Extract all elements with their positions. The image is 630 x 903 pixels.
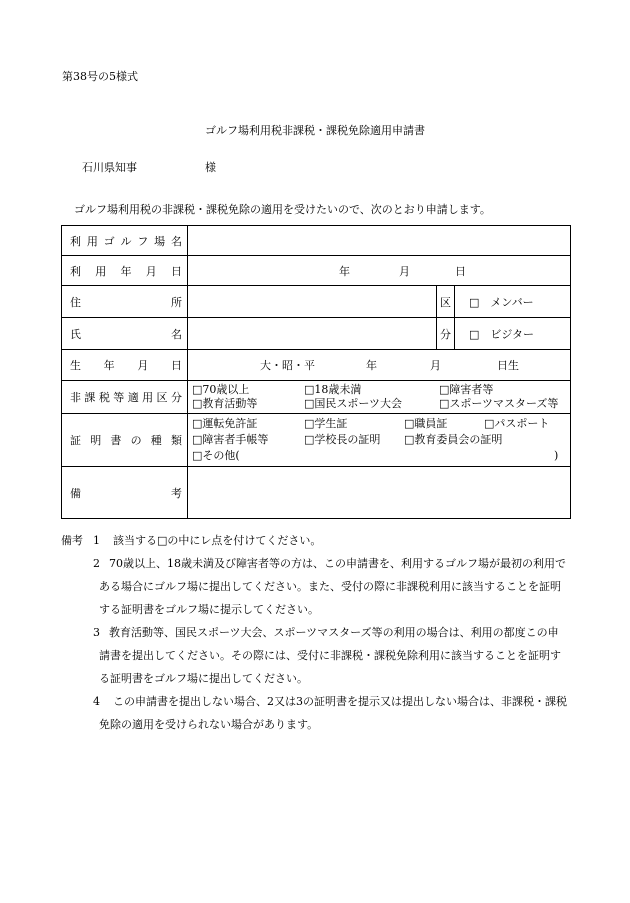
row-use-date: [62, 256, 571, 286]
note-4-line-1: この申請書を提出しない場合、2又は3の証明書を提示又は提出しない場合は、非課税・課税: [113, 695, 567, 708]
label-category-text: 非 課 税 等 適 用 区 分: [70, 391, 182, 404]
cert-disability-handbook[interactable]: □障害者手帳等: [192, 433, 269, 446]
golf-course-field[interactable]: [188, 226, 571, 256]
form-number: 第38号の5様式: [62, 70, 138, 83]
label-category: [62, 381, 188, 414]
category-national-sports[interactable]: □国民スポーツ大会: [304, 397, 402, 410]
row-name: [62, 318, 571, 350]
row-address: [62, 286, 571, 318]
row-certificate: [62, 414, 571, 467]
cert-board-of-education[interactable]: □教育委員会の証明: [404, 433, 503, 446]
notes-heading: 備考: [61, 534, 83, 547]
category-70plus[interactable]: □70歳以上: [192, 383, 250, 396]
cert-passport[interactable]: □パスポート: [484, 417, 550, 430]
label-birth: [62, 350, 188, 381]
note-4-line-2: 免除の適用を受けられない場合があります。: [99, 718, 319, 731]
label-use-date: [62, 256, 188, 286]
label-remarks-text: 備 考: [70, 486, 182, 500]
page-title: ゴルフ場利用税非課税・課税免除適用申請書: [205, 124, 425, 137]
birth-field[interactable]: [188, 350, 571, 381]
label-remarks: [62, 467, 188, 519]
cert-student-id[interactable]: □学生証: [304, 417, 348, 430]
cert-staff-id[interactable]: □職員証: [404, 417, 448, 430]
label-certificate: [62, 414, 188, 467]
category-disabled[interactable]: □障害者等: [439, 383, 494, 396]
row-remarks: [62, 467, 571, 519]
certificate-options: [188, 414, 571, 467]
cert-other[interactable]: □その他(: [192, 449, 240, 462]
cert-other-close: ): [554, 449, 559, 462]
use-date-field[interactable]: [188, 256, 571, 286]
note-3-line-2: 請書を提出してください。その際には、受付に非課税・課税免除利用に該当することを証明す: [99, 649, 561, 662]
application-table: [61, 225, 571, 519]
note-2-line-1: 70歳以上、18歳未満及び障害者等の方は、この申請書を、利用するゴルフ場が最初の利用で: [109, 557, 566, 570]
addressee: 石川県知事: [82, 161, 137, 174]
label-use-date-text: 利 用 年 月 日: [70, 264, 182, 278]
note-2-line-2: ある場合にゴルフ場に提出してください。また、受付の際に非課税利用に該当することを証明: [99, 580, 561, 593]
row-category: [62, 381, 571, 414]
label-golf-course-text: 利 用 ゴ ル フ 場 名: [70, 234, 182, 248]
note-3-line-3: る証明書をゴルフ場に提出してください。: [99, 672, 308, 685]
category-options: [188, 381, 571, 414]
category-sports-masters[interactable]: □スポーツマスターズ等: [439, 397, 559, 410]
honorific: 様: [205, 161, 216, 174]
kubun-top: 区: [437, 286, 455, 318]
use-date-day: 日: [455, 264, 466, 278]
note-1-num: 1: [93, 534, 100, 547]
label-birth-text: 生 年 月 日: [70, 359, 182, 372]
label-address: [62, 286, 188, 318]
cert-principal[interactable]: □学校長の証明: [304, 433, 381, 446]
use-date-month: 月: [399, 264, 410, 278]
label-certificate-text: 証 明 書 の 種 類: [70, 434, 182, 447]
cert-drivers-license[interactable]: □運転免許証: [192, 417, 258, 430]
birth-year: 年: [366, 359, 377, 372]
use-date-year: 年: [339, 264, 350, 278]
label-golf-course: [62, 226, 188, 256]
label-name: [62, 318, 188, 350]
note-3-line-1: 教育活動等、国民スポーツ大会、スポーツマスターズ等の利用の場合は、利用の都度この申: [109, 626, 559, 639]
label-address-text: 住 所: [70, 295, 182, 309]
note-4-num: 4: [93, 695, 100, 708]
note-3-num: 3: [93, 626, 100, 639]
visitor-checkbox[interactable]: □ ビジター: [455, 318, 571, 350]
row-golf-course: [62, 226, 571, 256]
category-under18[interactable]: □18歳未満: [304, 383, 362, 396]
name-field[interactable]: [188, 318, 437, 350]
note-1-line-1: 該当する□の中にレ点を付けてください。: [113, 534, 322, 547]
birth-day: 日生: [497, 359, 519, 372]
note-2-num: 2: [93, 557, 100, 570]
address-field[interactable]: [188, 286, 437, 318]
label-name-text: 氏 名: [70, 327, 182, 341]
intro-text: ゴルフ場利用税の非課税・課税免除の適用を受けたいので、次のとおり申請します。: [74, 203, 491, 216]
birth-era: 大・昭・平: [260, 359, 315, 372]
row-birth: [62, 350, 571, 381]
remarks-field[interactable]: [188, 467, 571, 519]
member-checkbox[interactable]: □ メンバー: [455, 286, 571, 318]
birth-month: 月: [430, 359, 441, 372]
kubun-bottom: 分: [437, 318, 455, 350]
category-education[interactable]: □教育活動等: [192, 397, 258, 410]
note-2-line-3: する証明書をゴルフ場に提示してください。: [99, 603, 319, 616]
